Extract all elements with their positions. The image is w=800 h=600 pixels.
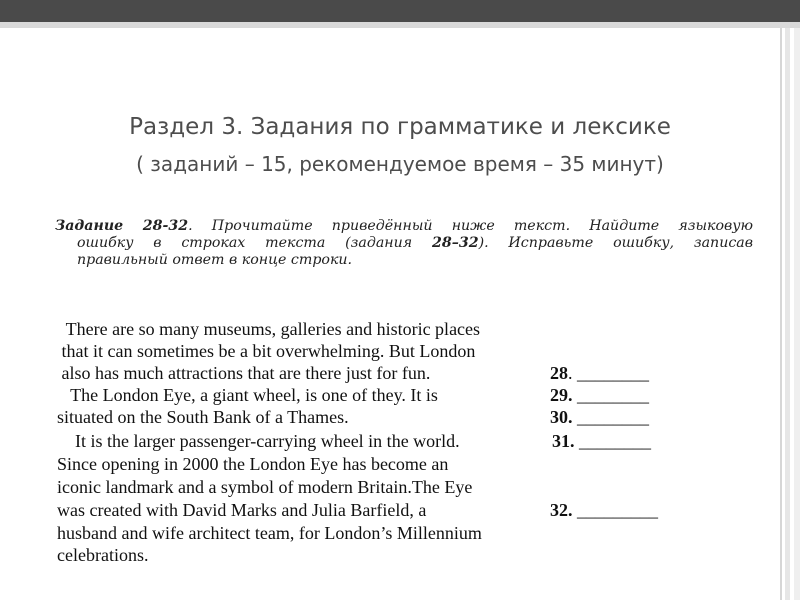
text-line: Since opening in 2000 the London Eye has become an [57,454,449,474]
task-line-1-text: . Прочитайте приведённый ниже текст. Найдите языковую [188,218,753,234]
text-line: It is the larger passenger-carrying wheel in the world. [57,431,460,451]
answer-blank-31[interactable] [552,430,651,452]
task-label: Задание 28-32 [55,218,189,234]
top-bar-accent [0,22,800,28]
answer-blank-32[interactable] [550,499,658,521]
answer-line: ________ [572,407,649,427]
task-line-2 [55,235,753,252]
answer-line: ________ [572,385,649,405]
answer-number: 30. [550,407,573,427]
answer-number: 28 [550,363,568,383]
task-line-3: правильный ответ в конце строки. [77,252,353,268]
top-bar [0,0,800,22]
task-line-2-post: ). Исправьте ошибку, записав [478,235,753,251]
task-instructions [55,218,753,269]
text-line: also has much attractions that are there just for fun. [57,363,431,383]
task-range: 28–32 [431,235,479,251]
text-line: husband and wife architect team, for London’s Millennium [57,523,482,543]
answer-number: 32. [550,500,573,520]
answer-number: 29. [550,385,573,405]
answer-blank-28[interactable] [550,362,649,384]
task-line-2-pre: ошибку в строках текста (задания [77,235,432,251]
slide-subtitle: ( заданий – 15, рекомендуемое время – 35 минут) [136,152,664,176]
answer-line: . ________ [568,363,649,383]
text-line: that it can sometimes be a bit overwhelming. But London [57,341,476,361]
task-line-1 [55,218,753,235]
text-line: There are so many museums, galleries and historic places [57,319,481,339]
text-line: iconic landmark and a symbol of modern Britain.The Eye [57,477,473,497]
text-line: The London Eye, a giant wheel, is one of they. It is [57,385,438,405]
text-line: was created with David Marks and Julia Barfield, a [57,500,427,520]
answer-number: 31. [552,431,575,451]
text-line: situated on the South Bank of a Thames. [57,407,349,427]
answer-blank-29[interactable] [550,384,649,406]
text-line: celebrations. [57,545,149,565]
answer-line: _________ [572,500,658,520]
slide-title: Раздел 3. Задания по грамматике и лексике [129,114,671,140]
answer-blank-30[interactable] [550,406,649,428]
answer-line: ________ [574,431,651,451]
